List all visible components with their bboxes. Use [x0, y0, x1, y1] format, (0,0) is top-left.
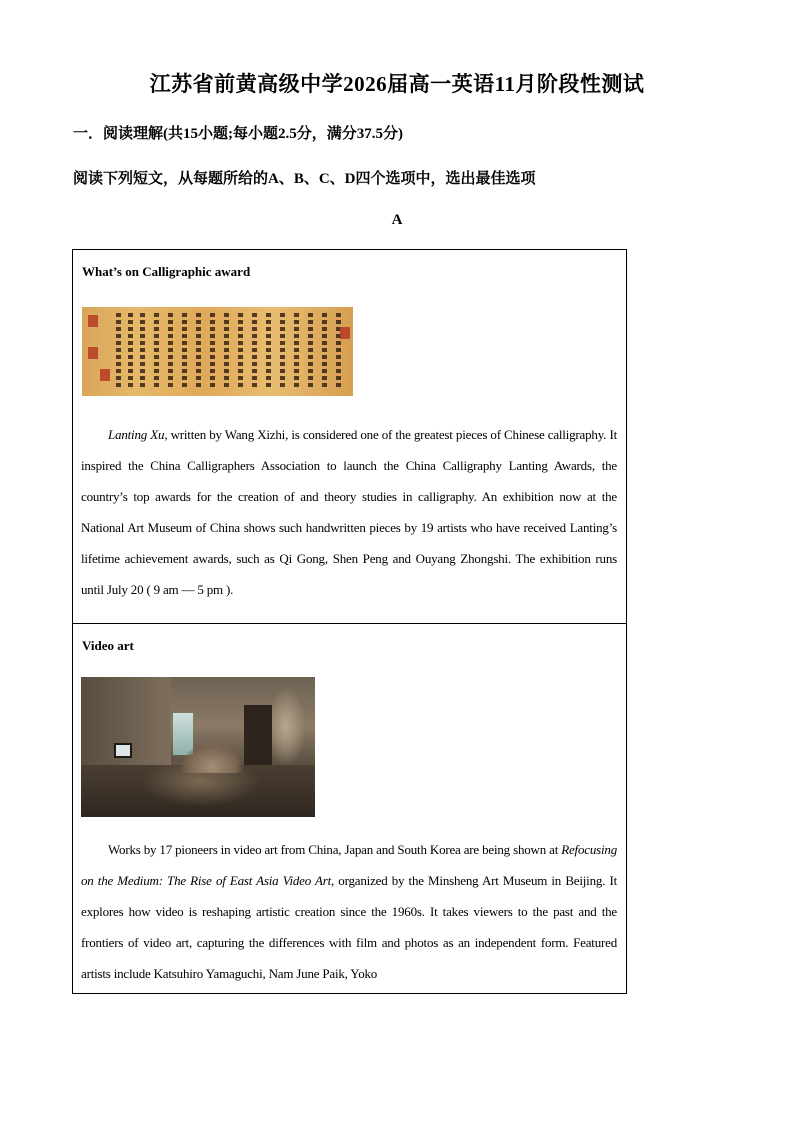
calligraphy-paragraph [81, 419, 617, 605]
calligraphy-heading: What’s on Calligraphic award [82, 264, 251, 279]
calligraphy-image [82, 307, 353, 396]
lanting-xu-title: Lanting Xu [108, 427, 165, 442]
video-art-paragraph-start: Works by 17 pioneers in video art from China, Japan and South Korea are being shown at [108, 842, 562, 857]
page-title: 江苏省前黄高级中学2026届高一英语11月阶段性测试 [149, 72, 645, 96]
calligraphy-award-box [72, 249, 627, 624]
section-heading: 一．阅读理解(共15小题;每小题2.5分，满分37.5分) [73, 126, 403, 142]
video-art-paragraph [81, 834, 617, 989]
calligraphy-paragraph-text: , written by Wang Xizhi, is considered one of the greatest pieces of Chinese calligraphy. It inspired the China Calligraphers Association to launch the China Calligraphy Lanting Awards, the country’s top awards for the creation of and theory studies in calligraphy. An exhibition now at the National Art Museum of China shows such handwritten pieces by 19 artists who have received Lanting’s lifetime achievement awards, such as Qi Gong, Shen Peng and Ouyang Zhongshi. The exhibition runs until July 20 ( 9 am — 5 pm ). [81, 427, 617, 597]
video-art-heading: Video art [82, 638, 134, 653]
passage-letter: A [391, 212, 403, 228]
video-art-paragraph-text: , organized by the Minsheng Art Museum in Beijing. It explores how video is reshaping artistic creation since the 1960s. It takes viewers to the past and the frontiers of video art, capturing the differences with film and photos as an independent form. Featured artists include Katsuhiro Yamaguchi, Nam June Paik, Yoko [81, 873, 617, 981]
video-art-photo [81, 677, 315, 817]
exhibition-title: Refocusing on the Medium: The Rise of East Asia Video Art [81, 842, 617, 888]
instruction-text: 阅读下列短文，从每题所给的A、B、C、D四个选项中，选出最佳选项 [73, 171, 536, 187]
video-art-box [72, 623, 627, 994]
